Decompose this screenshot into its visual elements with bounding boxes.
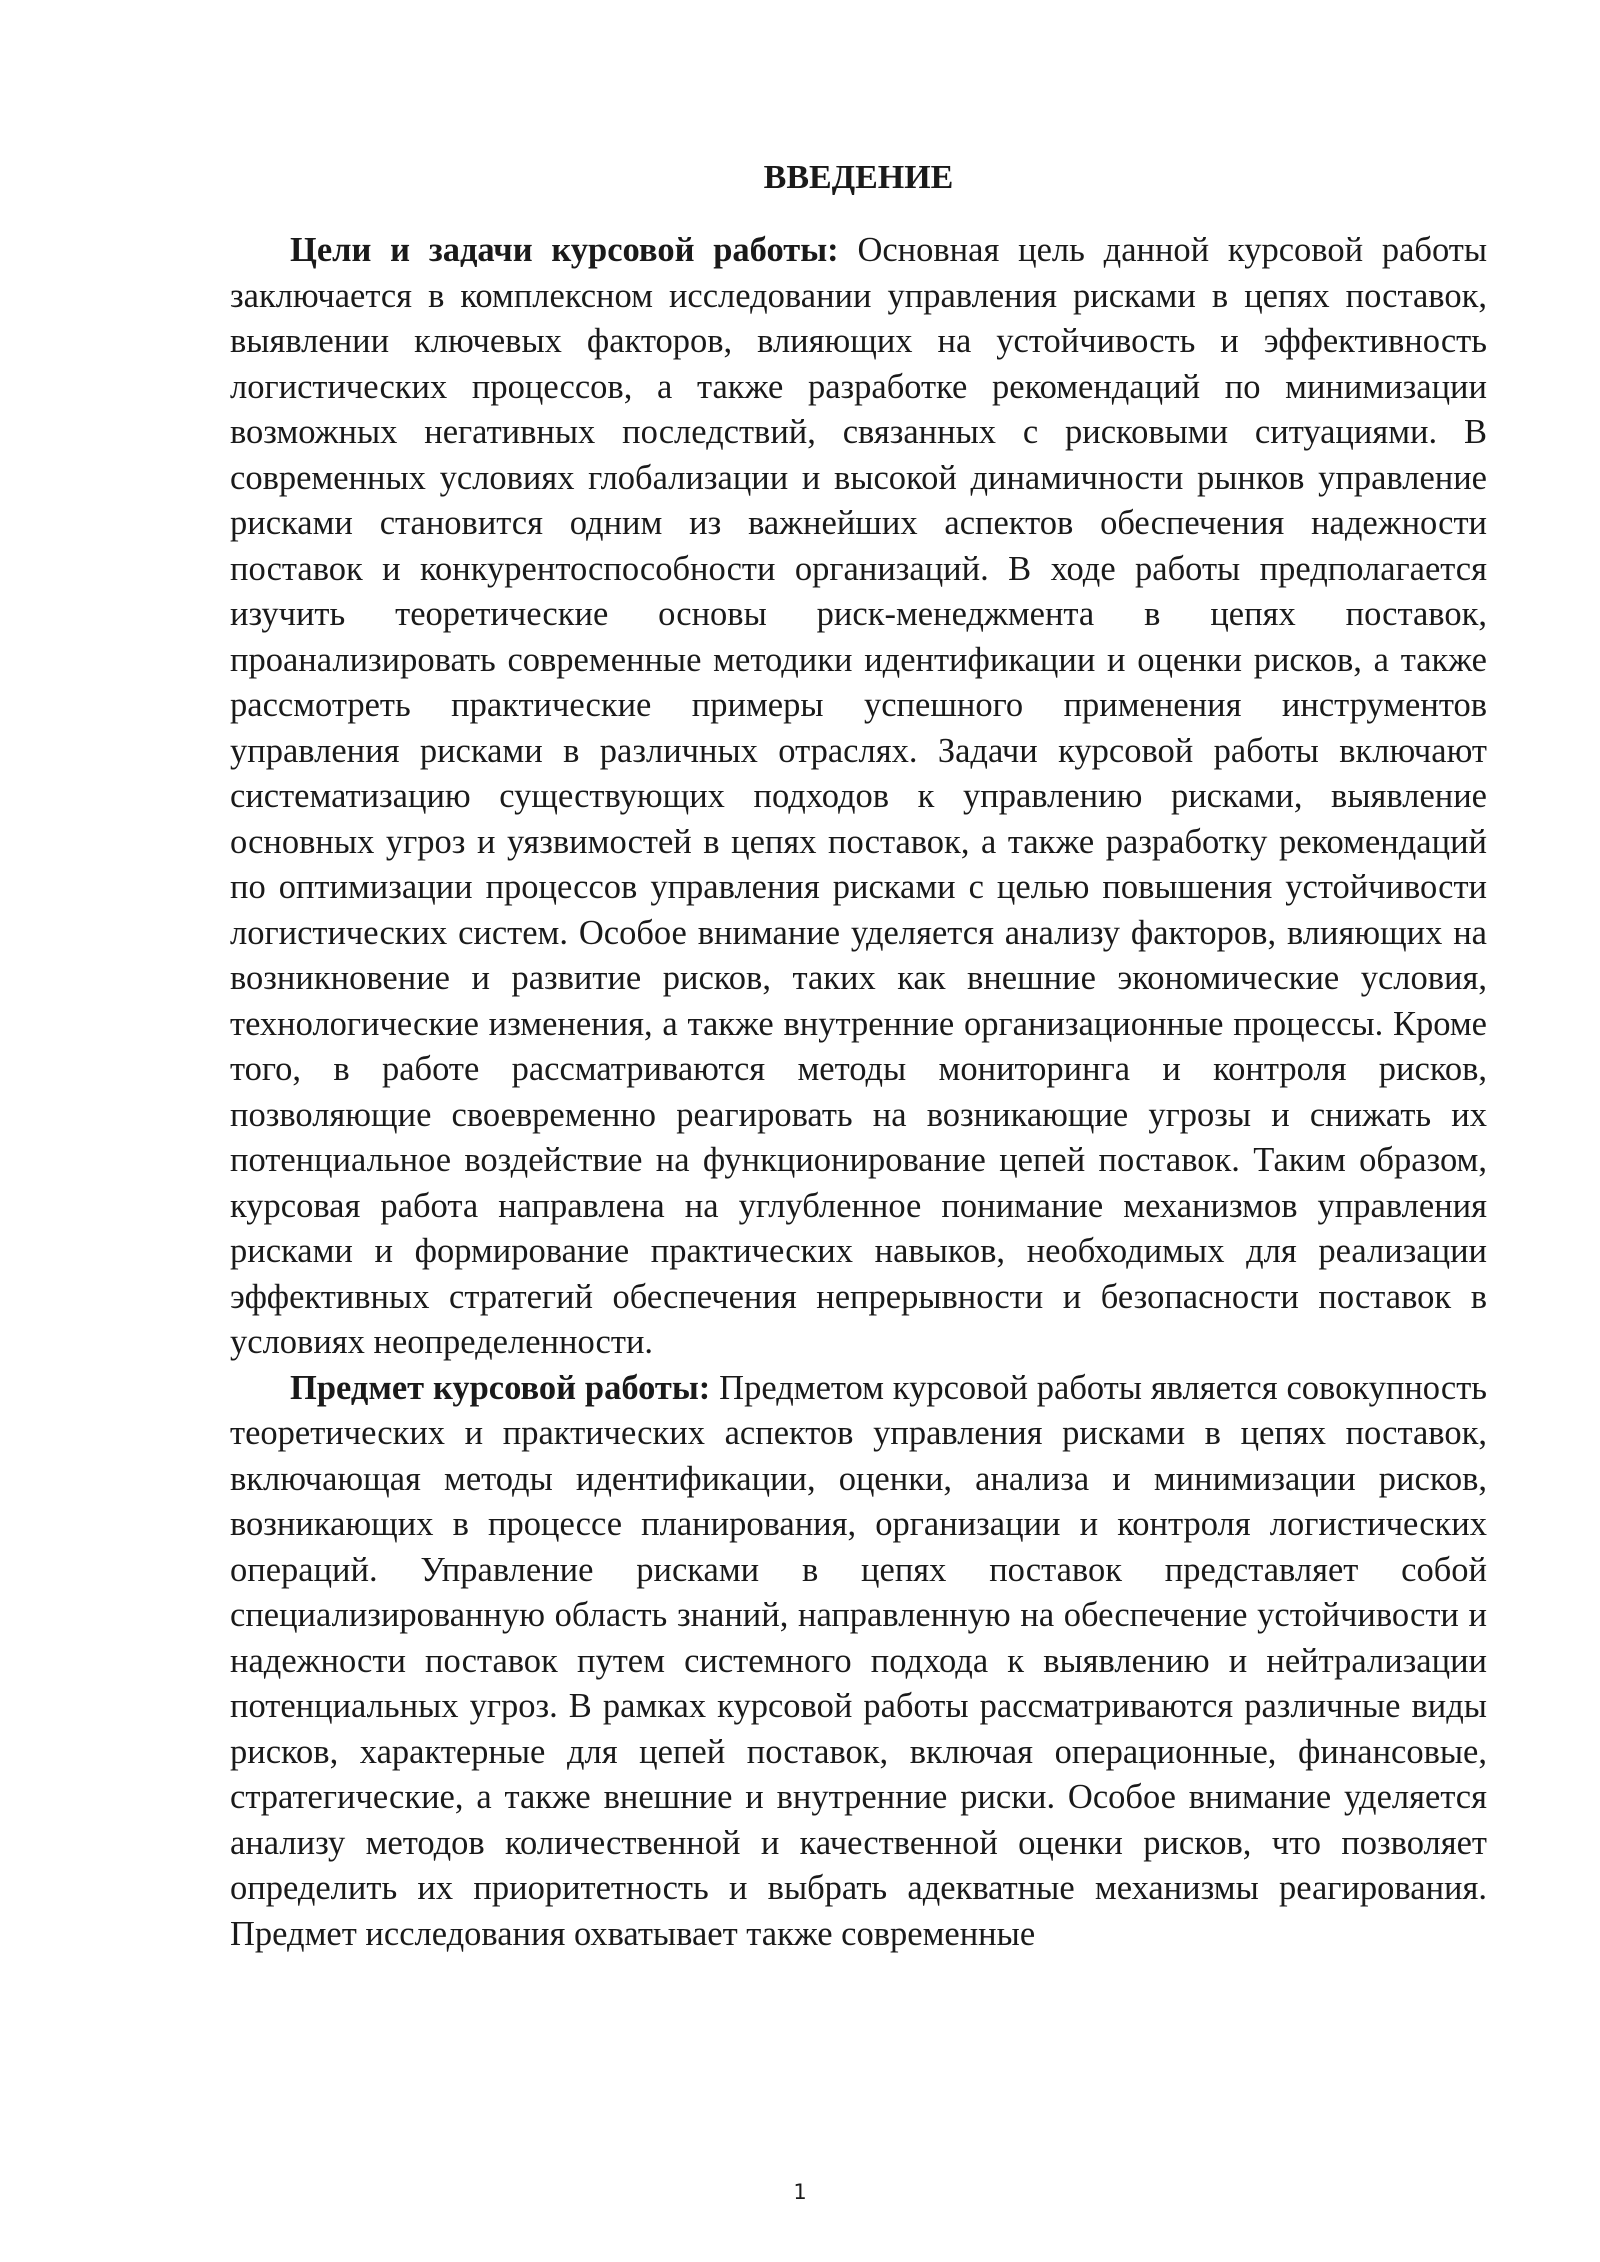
paragraph-subject-lead: Предмет курсовой работы: bbox=[290, 1368, 711, 1407]
paragraph-goals-text: Основная цель данной курсовой работы заключается в комплексном исследовании управления рисками в цепях поставок, выявлении ключевых факторов, влияющих на устойчивость и эффективность логистических процессов, а также разработке рекомендаций по минимизации возможных негативных последствий, связанных с рисковыми ситуациями. В современных условиях глобализации и высокой динамичности рынков управление рисками становится одним из важнейших аспектов обеспечения надежности поставок и конкурентоспособности организаций. В ходе работы предполагается изучить теоретические основы риск-менеджмента в цепях поставок, проанализировать современные методики идентификации и оценки рисков, а также рассмотреть практические примеры успешного применения инструментов управления рисками в различных отраслях. Задачи курсовой работы включают систематизацию существующих подходов к управлению рисками, выявление основных угроз и уязвимостей в цепях поставок, а также разработку рекомендаций по оптимизации процессов управления рисками с целью повышения устойчивости логистических систем. Особое внимание уделяется анализу факторов, влияющих на возникновение и развитие рисков, таких как внешние экономические условия, технологические изменения, а также внутренние организационные процессы. Кроме того, в работе рассматриваются методы мониторинга и контроля рисков, позволяющие своевременно реагировать на возникающие угрозы и снижать их потенциальное воздействие на функционирование цепей поставок. Таким образом, курсовая работа направлена на углубленное понимание механизмов управления рисками и формирование практических навыков, необходимых для реализации эффективных стратегий обеспечения непрерывности и безопасности поставок в условиях неопределенности. bbox=[230, 231, 1487, 1361]
paragraph-subject-text: Предметом курсовой работы является совокупность теоретических и практических аспектов управления рисками в цепях поставок, включающая методы идентификации, оценки, анализа и минимизации рисков, возникающих в процессе планирования, организации и контроля логистических операций. Управление рисками в цепях поставок представляет собой специализированную область знаний, направленную на обеспечение устойчивости и надежности поставок путем системного подхода к выявлению и нейтрализации потенциальных угроз. В рамках курсовой работы рассматриваются различные виды рисков, характерные для цепей поставок, включая операционные, финансовые, стратегические, а также внешние и внутренние риски. Особое внимание уделяется анализу методов количественной и качественной оценки рисков, что позволяет определить их приоритетность и выбрать адекватные механизмы реагирования. Предмет исследования охватывает также современные bbox=[230, 1368, 1488, 1953]
page-number: 1 bbox=[793, 2180, 807, 2204]
page-title: ВВЕДЕНИЕ bbox=[763, 159, 954, 196]
page-content bbox=[230, 152, 1487, 1957]
paragraph-goals-lead: Цели и задачи курсовой работы: bbox=[290, 231, 839, 269]
paragraph-subject bbox=[230, 1366, 1487, 1958]
paragraph-goals bbox=[230, 228, 1487, 1366]
